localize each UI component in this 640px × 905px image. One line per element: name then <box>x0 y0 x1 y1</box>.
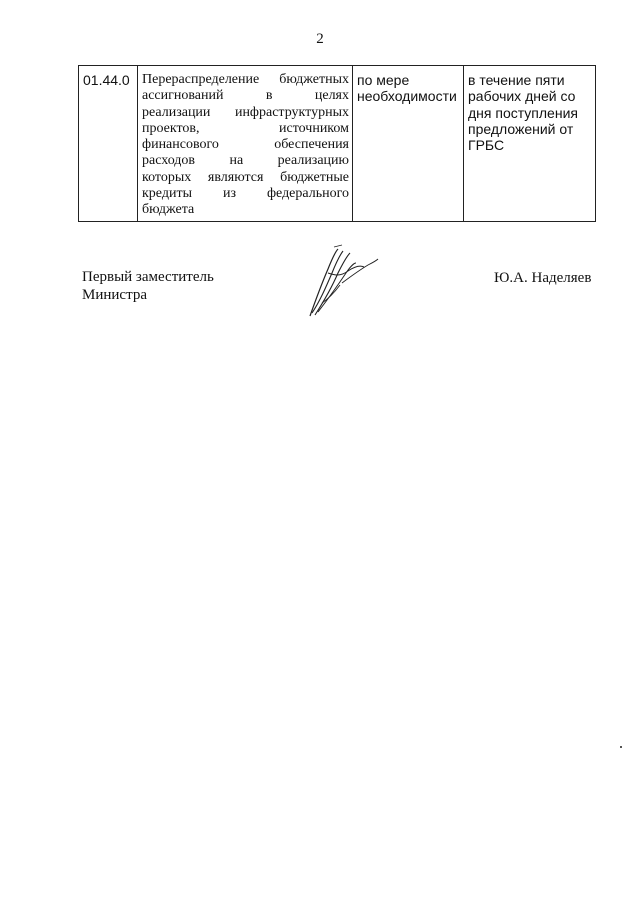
description-line: ассигнований в целях <box>142 88 349 104</box>
signatory-name: Ю.А. Наделяев <box>494 270 592 286</box>
deadline-line: ГРБС <box>468 137 505 154</box>
position-line: Первый заместитель <box>82 269 214 285</box>
deadline-line: в течение пяти <box>468 72 565 88</box>
deadline-line: дня поступления <box>468 104 578 121</box>
page-number: 2 <box>316 31 324 47</box>
row-description <box>138 66 353 222</box>
deadline-line: предложений от <box>468 120 574 137</box>
description-line: Перераспределение бюджетных <box>142 72 349 87</box>
document-table <box>78 65 596 222</box>
row-frequency <box>353 66 464 222</box>
signatory-position <box>82 268 214 304</box>
table-row <box>79 66 596 222</box>
description-line: которых являются бюджетные <box>142 169 349 185</box>
position-line: Министра <box>82 287 147 303</box>
description-line: реализации инфраструктурных <box>142 104 349 120</box>
row-deadline <box>464 66 596 222</box>
description-line: кредиты из федерального <box>142 186 349 202</box>
frequency-line: по мере <box>357 72 410 88</box>
scan-mark <box>620 746 622 748</box>
description-line: бюджета <box>142 202 195 218</box>
handwritten-signature <box>298 243 380 319</box>
description-line: финансового обеспечения <box>142 137 349 153</box>
frequency-line: необходимости <box>357 88 457 105</box>
description-line: проектов, источником <box>142 120 349 136</box>
description-line: расходов на реализацию <box>142 153 349 169</box>
row-code: 01.44.0 <box>79 66 138 222</box>
deadline-line: рабочих дней со <box>468 88 576 105</box>
